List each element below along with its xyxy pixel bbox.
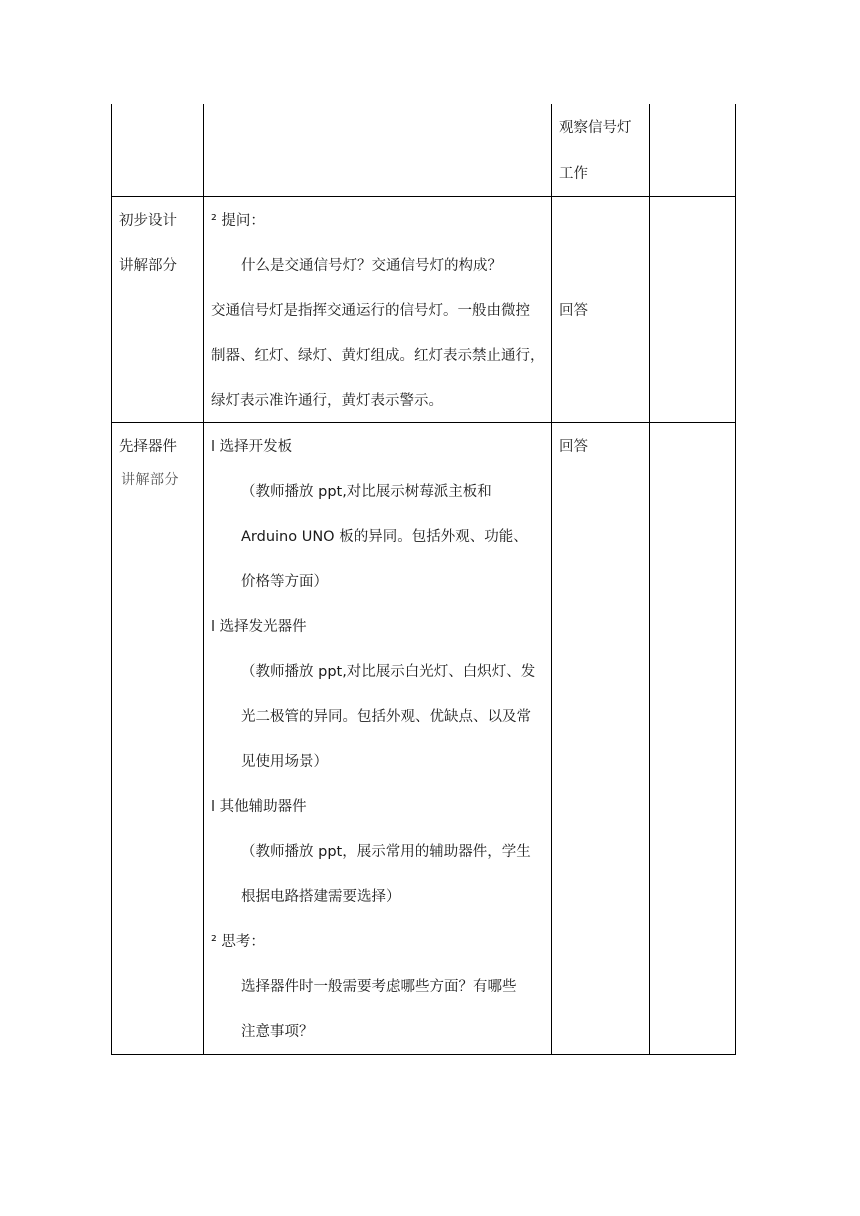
content-line: （教师播放 ppt，展示常用的辅助器件，学生 [241, 844, 531, 860]
content-line: 注意事项？ [241, 1024, 314, 1040]
table-border-col2 [203, 104, 204, 1055]
table-border-right [735, 104, 736, 1055]
student-activity-text: 观察信号灯 [559, 120, 632, 136]
table-border-left [111, 104, 112, 1055]
student-activity-text: 工作 [559, 166, 588, 182]
content-line: 交通信号灯是指挥交通运行的信号灯。一般由微控 [211, 303, 530, 319]
phase-sublabel: 讲解部分 [121, 472, 179, 488]
content-line: ² 思考： [211, 934, 265, 950]
content-line: 绿灯表示准许通行，黄灯表示警示。 [211, 393, 443, 409]
content-line: 什么是交通信号灯？交通信号灯的构成？ [241, 258, 502, 274]
content-line: l 其他辅助器件 [211, 799, 307, 815]
table-border-bottom [111, 1054, 736, 1055]
row-divider-2 [111, 422, 736, 423]
phase-label: 初步设计 [119, 213, 177, 229]
phase-label: 先择器件 [119, 439, 177, 455]
content-line: ² 提问： [211, 213, 265, 229]
table-border-col4 [649, 104, 650, 1055]
student-activity-text: 回答 [559, 303, 588, 319]
content-line: （教师播放 ppt,对比展示白光灯、白炽灯、发 [241, 664, 536, 680]
content-line: 见使用场景） [241, 754, 328, 770]
content-line: （教师播放 ppt,对比展示树莓派主板和 [241, 484, 492, 500]
content-line: 制器、红灯、绿灯、黄灯组成。红灯表示禁止通行， [211, 348, 545, 364]
phase-sublabel: 讲解部分 [119, 258, 177, 274]
content-line: l 选择开发板 [211, 439, 293, 455]
content-line: 价格等方面） [241, 574, 328, 590]
content-line: 选择器件时一般需要考虑哪些方面？有哪些 [241, 979, 517, 995]
content-line: 根据电路搭建需要选择） [241, 889, 401, 905]
student-activity-text: 回答 [559, 439, 588, 455]
content-line: l 选择发光器件 [211, 619, 307, 635]
content-line: 光二极管的异同。包括外观、优缺点、以及常 [241, 709, 531, 725]
row-divider-1 [111, 196, 736, 197]
table-border-col3 [551, 104, 552, 1055]
content-line: Arduino UNO 板的异同。包括外观、功能、 [241, 529, 528, 545]
